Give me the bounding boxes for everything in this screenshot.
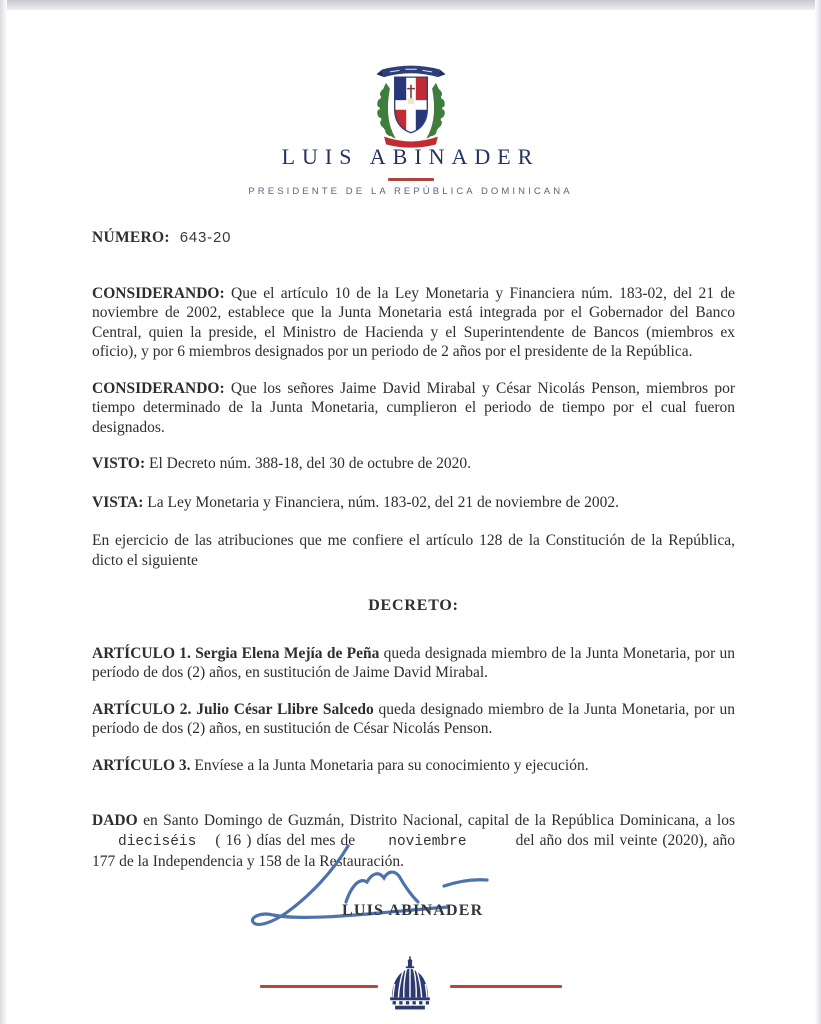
decree-number-label: NÚMERO:: [92, 229, 170, 246]
document-body: [92, 228, 735, 889]
intro-text: En ejercicio de las atribuciones que me confiere el artículo 128 de la Constitución de la República, dicto el siguiente: [92, 532, 735, 569]
dado-text-3: del año dos mil veinte (2020), año 177 de la Independencia y 158 de la Restauración.: [92, 831, 736, 870]
intro-paragraph: [92, 531, 735, 570]
decree-number-value: 643-20: [179, 229, 232, 246]
articulo-1-appointee: Sergia Elena Mejía de Peña: [195, 644, 380, 662]
scan-edge-top: [0, 0, 821, 10]
visto-label: VISTO:: [92, 455, 146, 472]
signature-block: [230, 838, 530, 938]
dado-day-word-filled: dieciséis: [118, 833, 197, 850]
considerando-2-paragraph: [92, 379, 735, 438]
vista-label: VISTA:: [92, 493, 144, 511]
president-name: LUIS ABINADER: [281, 144, 540, 169]
header-red-rule: [388, 178, 434, 181]
articulo-1-paragraph: [92, 644, 735, 683]
visto-paragraph: [92, 454, 735, 474]
footer-rule-left: [260, 985, 378, 988]
handwritten-signature: [230, 838, 530, 938]
signature-printed-name: LUIS ABINADER: [342, 902, 484, 919]
dado-text-1: en Santo Domingo de Guzmán, Distrito Nacional, capital de la República Dominicana, a los: [143, 812, 735, 829]
articulo-2-text: queda designado miembro de la Junta Monetaria, por un período de dos (2) años, en sustitución de César Nicolás Penson.: [92, 700, 736, 737]
footer-rule-right: [450, 985, 562, 988]
coat-of-arms-icon: [363, 56, 459, 152]
articulo-3-text: Envíese a la Junta Monetaria para su conocimiento y ejecución.: [194, 756, 589, 774]
considerando-2-label: CONSIDERANDO:: [92, 379, 225, 397]
president-subtitle: PRESIDENTE DE LA REPÚBLICA DOMINICANA: [248, 186, 573, 197]
considerando-1-paragraph: [92, 284, 735, 362]
dado-text-2: días del mes de: [256, 831, 356, 849]
articulo-1-text: queda designada miembro de la Junta Monetaria, por un período de dos (2) años, en sustitución de Jaime David Mirabal.: [92, 644, 736, 681]
vista-paragraph: [92, 493, 735, 513]
dado-day-parens: ( 16 ): [215, 831, 252, 849]
considerando-2-text: Que los señores Jaime David Mirabal y César Nicolás Penson, miembros por tiempo determinado de la Junta Monetaria, cumplieron el periodo de tiempo por el cual fueron designados.: [92, 379, 735, 436]
articulo-3-paragraph: [92, 756, 735, 776]
dado-month-filled: noviembre: [388, 833, 467, 850]
considerando-1-label: CONSIDERANDO:: [92, 284, 225, 302]
vista-text: La Ley Monetaria y Financiera, núm. 183-02, del 21 de noviembre de 2002.: [147, 493, 620, 511]
articulo-3-label: ARTÍCULO 3.: [92, 756, 191, 774]
palace-dome-icon: [385, 956, 435, 1014]
articulo-2-appointee: Julio César Llibre Salcedo: [196, 700, 374, 718]
dado-label: DADO: [92, 812, 138, 829]
visto-text: El Decreto núm. 388-18, del 30 de octubre de 2020.: [149, 455, 471, 472]
articulo-2-label: ARTÍCULO 2.: [92, 700, 192, 718]
articulo-1-label: ARTÍCULO 1.: [92, 644, 191, 662]
decree-number-line: [92, 228, 735, 248]
articulo-2-paragraph: [92, 700, 735, 739]
decree-heading: DECRETO:: [368, 597, 459, 614]
considerando-1-text: Que el artículo 10 de la Ley Monetaria y Financiera núm. 183-02, del 21 de noviembre de 2002, establece que la Junta Monetaria está integrada por el Gobernador del Banco Central, quien la preside, el Ministro de Hacienda y el Superintendente de Bancos (miembros ex oficio), y por 6 miembros designados por un periodo de 2 años por el presidente de la República.: [92, 284, 736, 360]
